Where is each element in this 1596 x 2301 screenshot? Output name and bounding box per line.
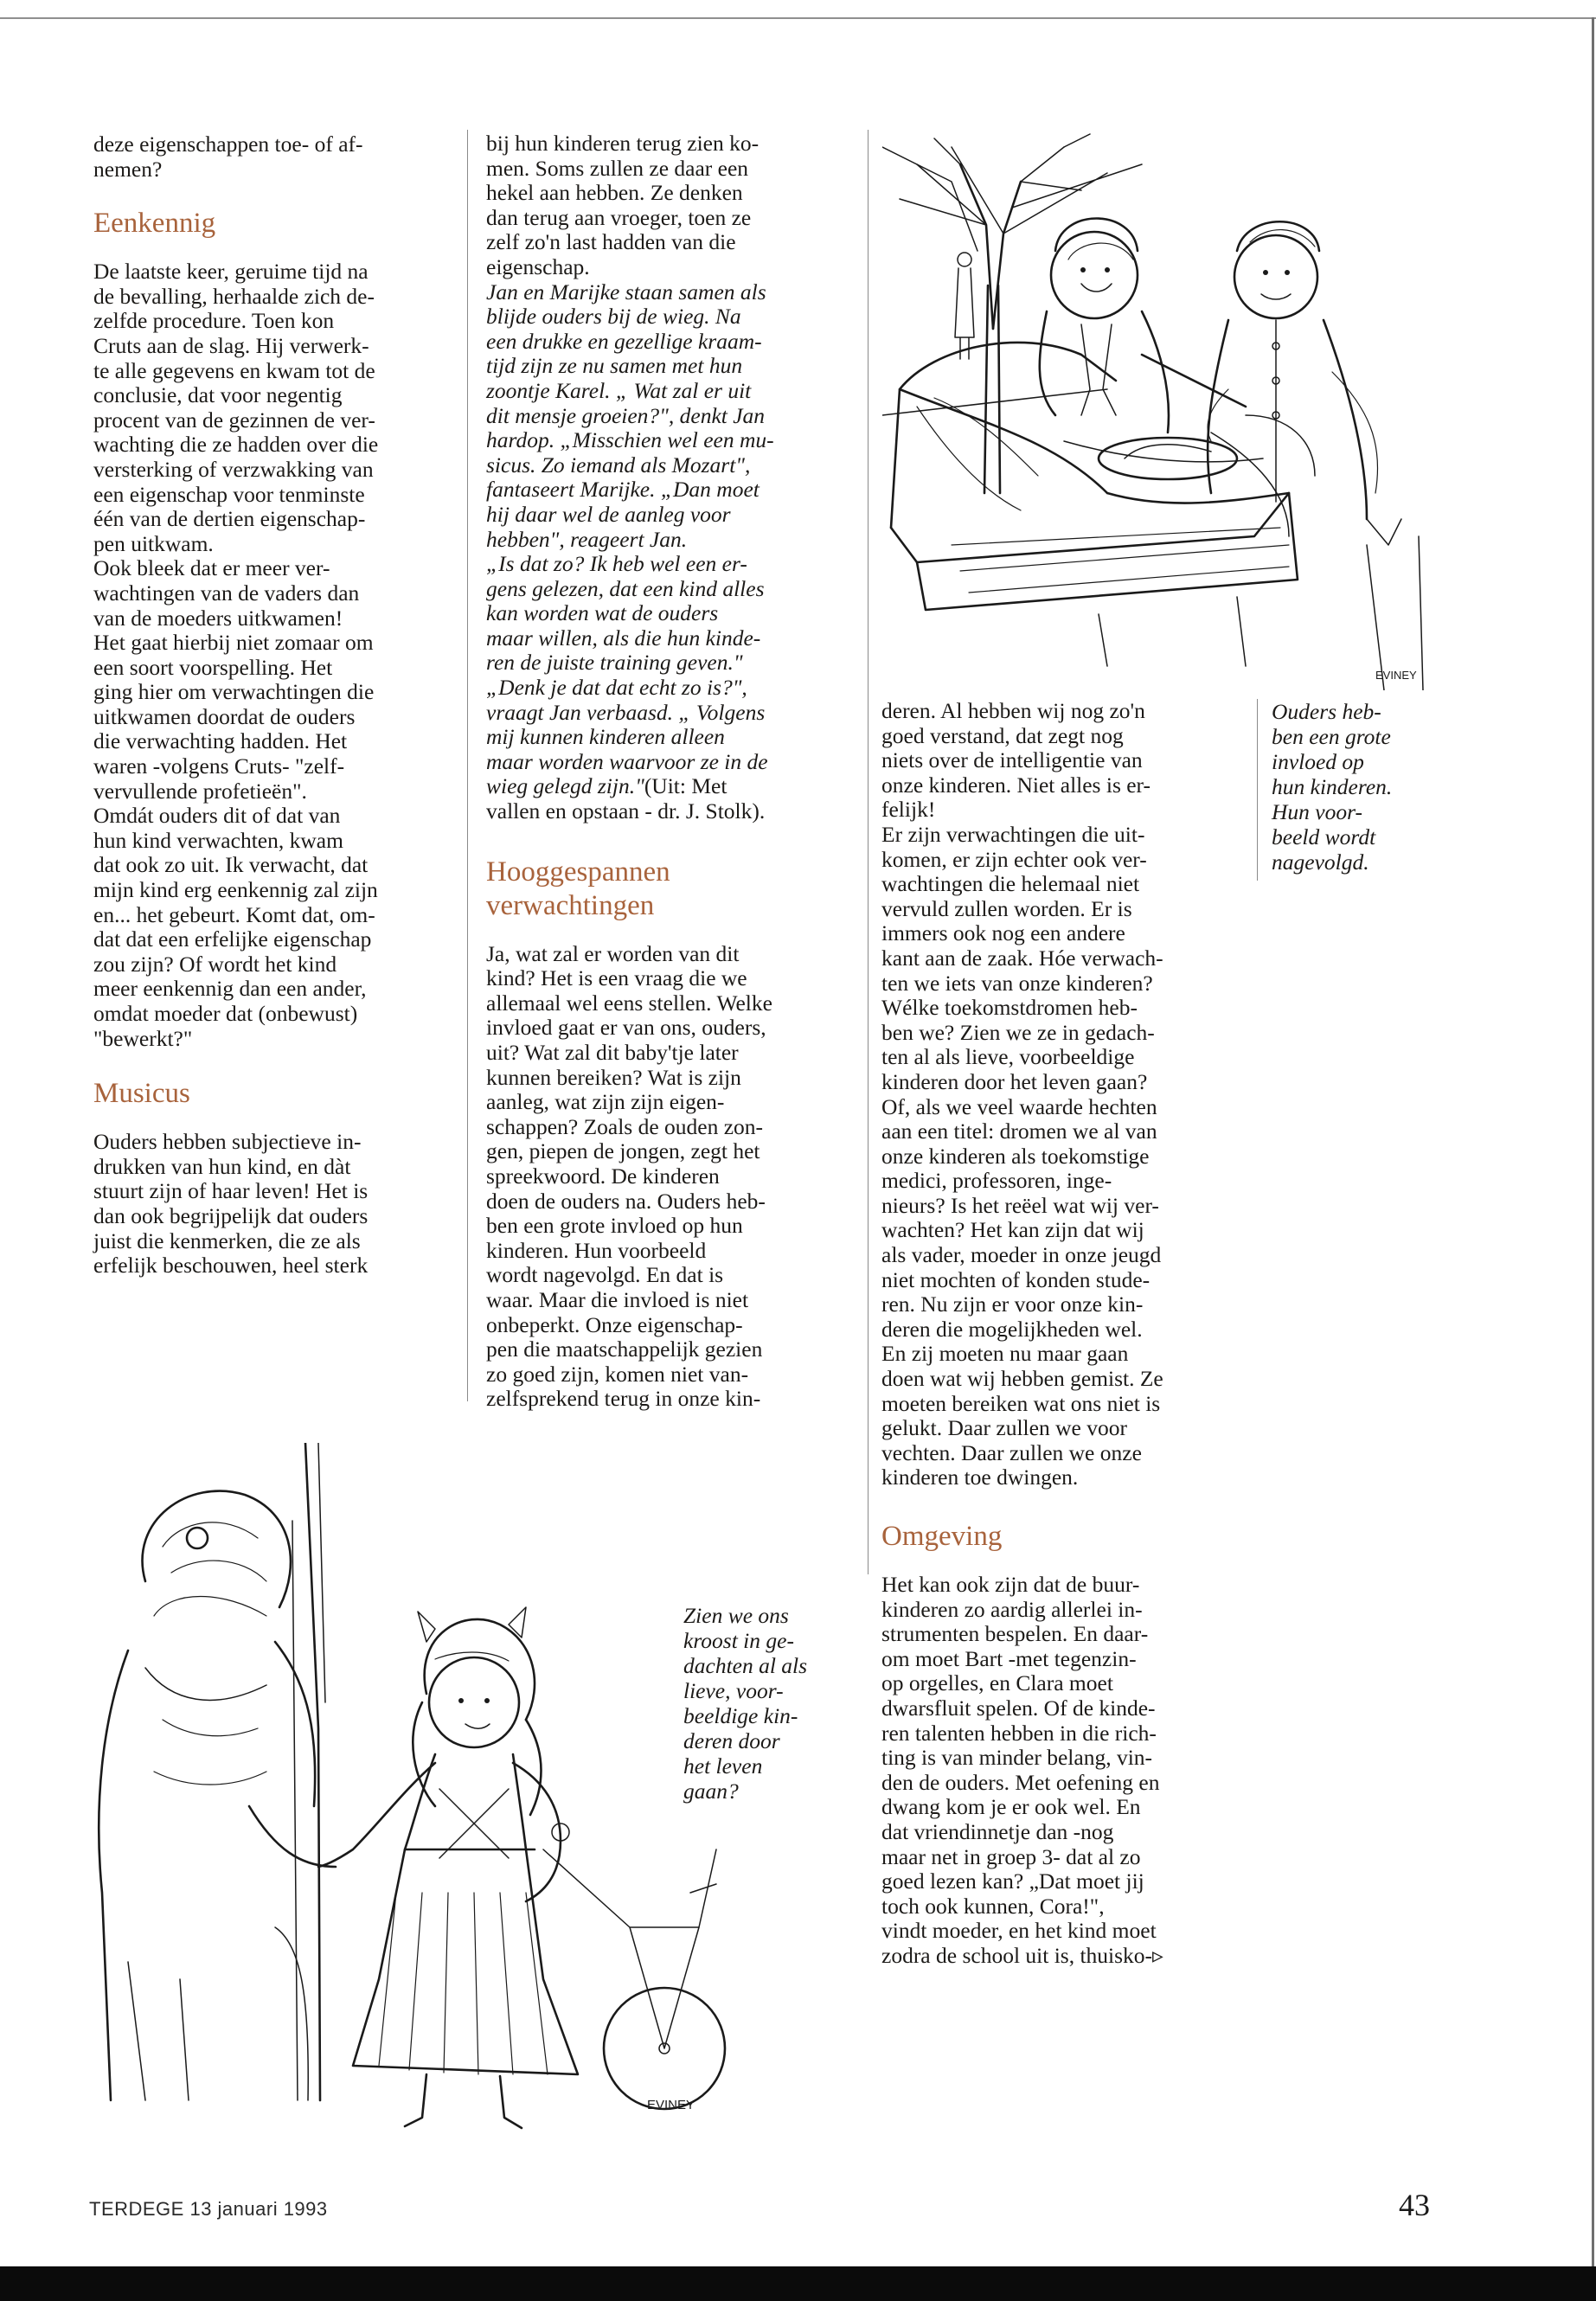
scan-edge-top — [0, 17, 1596, 19]
column-rule-left — [467, 130, 468, 1401]
quote-text: Jan en Marijke staan samen als blijde ouders bij de wieg. Na een drukke en gezellige kraam- tijd zijn ze nu samen met hun zoontje Karel. „ Wat zal er uit dit mensje groeien?", denkt Jan hardop. „Misschien wel een mu- sicus. Zo iemand als Mozart", fantaseert Marijke. „Dan moet hij daar wel de aanleg voor hebben", reageert Jan. „Is dat zo? Ik heb wel een er- gens gelezen, dat een kind alles kan worden wat de ouders maar willen, als die hun kinde- ren de juiste training geven." „Denk je dat dat echt zo is?", vraagt Jan verbaasd. „ Volgens mij kunnen kinderen alleen maar worden waarvoor ze in de wieg gelegd zijn." — [486, 279, 774, 799]
scan-edge-right — [1592, 17, 1594, 2266]
column-2-paragraph-2: Ja, wat zal er worden van dit kind? Het is een vraag die we allemaal wel eens stellen. Welke invloed gaat er van ons, ouders, uit? Wat zal dit baby'tje later kunnen bereiken? Wat is zijn aanleg, wat zijn zijn eigen- schappen? Zoals de ouden zon- gen, piepen de jongen, zegt het spreekwoord. De kinderen doen de ouders na. Ouders heb- ben een grote invloed op hun kinderen. Hun voorbeeld wordt nagevolgd. En dat is waar. Maar die invloed is niet onbeperkt. Onze eigenschap- pen die maatschappelijk gezien zo goed zijn, komen niet van- zelfsprekend terug in onze kin- — [486, 940, 772, 1412]
illustration-top-signature: EVINEY — [1375, 669, 1417, 682]
column-2 — [486, 131, 841, 1412]
scan-edge-bottom — [0, 2266, 1596, 2301]
column-1 — [93, 132, 448, 1279]
column-1-paragraph-1: De laatste keer, geruime tijd na de bevalling, herhaalde zich de- zelfde procedure. Toen kon Cruts aan de slag. Hij verwerk- te alle gegevens en kwam tot de conclusie, dat voor negentig procent van de gezinnen de ver- wachting die ze hadden over die versterking of verzwakking van een eigenschap voor tenminste één van de dertien eigenschap- pen uitkwam. Ook bleek dat er meer ver- wachtingen van de vaders dan van de moeders uitkwamen! Het gaat hierbij niet zomaar om een soort voorspelling. Het ging hier om verwachtingen die uitkwamen doordat de ouders die verwachting hadden. Het waren -volgens Cruts- "zelf- vervullende profetieën". Omdát ouders dit of dat van hun kind verwachten, kwam dat ook zo uit. Ik verwacht, dat mijn kind erg eenkennig zal zijn en... het gebeurt. Komt dat, om- dat dat een erfelijke eigenschap zou zijn? Of wordt het kind meer eenkennig dan een ander, omdat moeder dat (onbewust) "bewerkt?" — [93, 259, 379, 1051]
heading-musicus: Musicus — [93, 1078, 190, 1110]
quote-block — [486, 280, 841, 824]
footer-publication: TERDEGE 13 januari 1993 — [89, 2198, 328, 2220]
illustration-parents-cradle — [882, 130, 1436, 690]
column-2-paragraph-1: bij hun kinderen terug zien ko- men. Soms zullen ze daar een hekel aan hebben. Ze denken dan terug aan vroeger, toen ze zelf zo'n last hadden van die eigenschap. — [486, 131, 760, 279]
illustration-bottom-signature: EVINEY — [647, 2098, 695, 2112]
column-1-paragraph-2: Ouders hebben subjectieve in- drukken van hun kind, en dàt stuurt zijn of haar leven! Het is dan ook begrijpelijk dat ouders juist die kenmerken, die ze als erfelijk beschouwen, heel sterk — [93, 1129, 369, 1279]
page-number: 43 — [1399, 2188, 1430, 2222]
heading-hooggespannen-verwachtingen: Hooggespannen verwachtingen — [486, 856, 670, 921]
column-3-paragraph-2: Het kan ook zijn dat de buur- kinderen zo aardig allerlei in- strumenten bespelen. En daar- om moet Bart -met tegenzin- op orgelles, en Clara moet dwarsfluit spelen. Of de kinde- ren talenten hebben in die rich- ting is van minder belang, vin- den de ouders. Met oefening en dwang kom je er ook wel. En dat vriendinnetje dan -nog maar net in groep 3- dat al zo goed lezen kan? „Dat moet jij toch ook kunnen, Cora!", vindt moeder, en het kind moet zodra de school uit is, thuisko-▹ — [881, 1572, 1163, 1968]
heading-omgeving: Omgeving — [881, 1521, 1003, 1552]
heading-eenkennig: Eenkennig — [93, 208, 216, 240]
column-3-paragraph-1: deren. Al hebben wij nog zo'n goed verstand, dat zegt nog niets over de intelligentie van onze kinderen. Niet alles is er- felijk! Er zijn verwachtingen die uit- komen, er zijn echter ook ver- wachtingen die helemaal niet vervuld zullen worden. Er is immers ook nog een andere kant aan de zaak. Hóe verwach- ten we iets van onze kinderen? Wélke toekomstdromen heb- ben we? Zien we ze in gedach- ten al als lieve, voorbeeldige kinderen door het leven gaan? Of, als we veel waarde hechten aan een titel: dromen we al van onze kinderen als toekomstige medici, professoren, inge- nieurs? Is het reëel wat wij ver- wachten? Het kan zijn dat wij als vader, moeder in onze jeugd niet mochten of konden stude- ren. Nu zijn er voor onze kin- deren die mogelijkheden wel. En zij moeten nu maar gaan doen wat wij hebben gemist. Ze moeten bereiken wat ons niet is gelukt. Daar zullen we voor vechten. Daar zullen we onze kinderen toe dwingen. — [881, 698, 1163, 1490]
column-1-intro: deze eigenschappen toe- of af- nemen? — [93, 131, 363, 182]
column-rule-middle — [868, 130, 869, 1574]
caption-right: Ouders heb- ben een grote invloed op hun kinderen. Hun voor- beeld wordt nagevolgd. — [1272, 699, 1393, 875]
quote-source: (Uit: Met vallen en opstaan - dr. J. Stolk). — [486, 773, 766, 824]
column-rule-caption — [1257, 699, 1258, 881]
caption-middle: Zien we ons kroost in ge- dachten al als lieve, voor- beeldige kin- deren door het leven gaan? — [683, 1603, 808, 1804]
illustration-mother-daughter — [93, 1443, 751, 2144]
column-3 — [881, 699, 1236, 1969]
